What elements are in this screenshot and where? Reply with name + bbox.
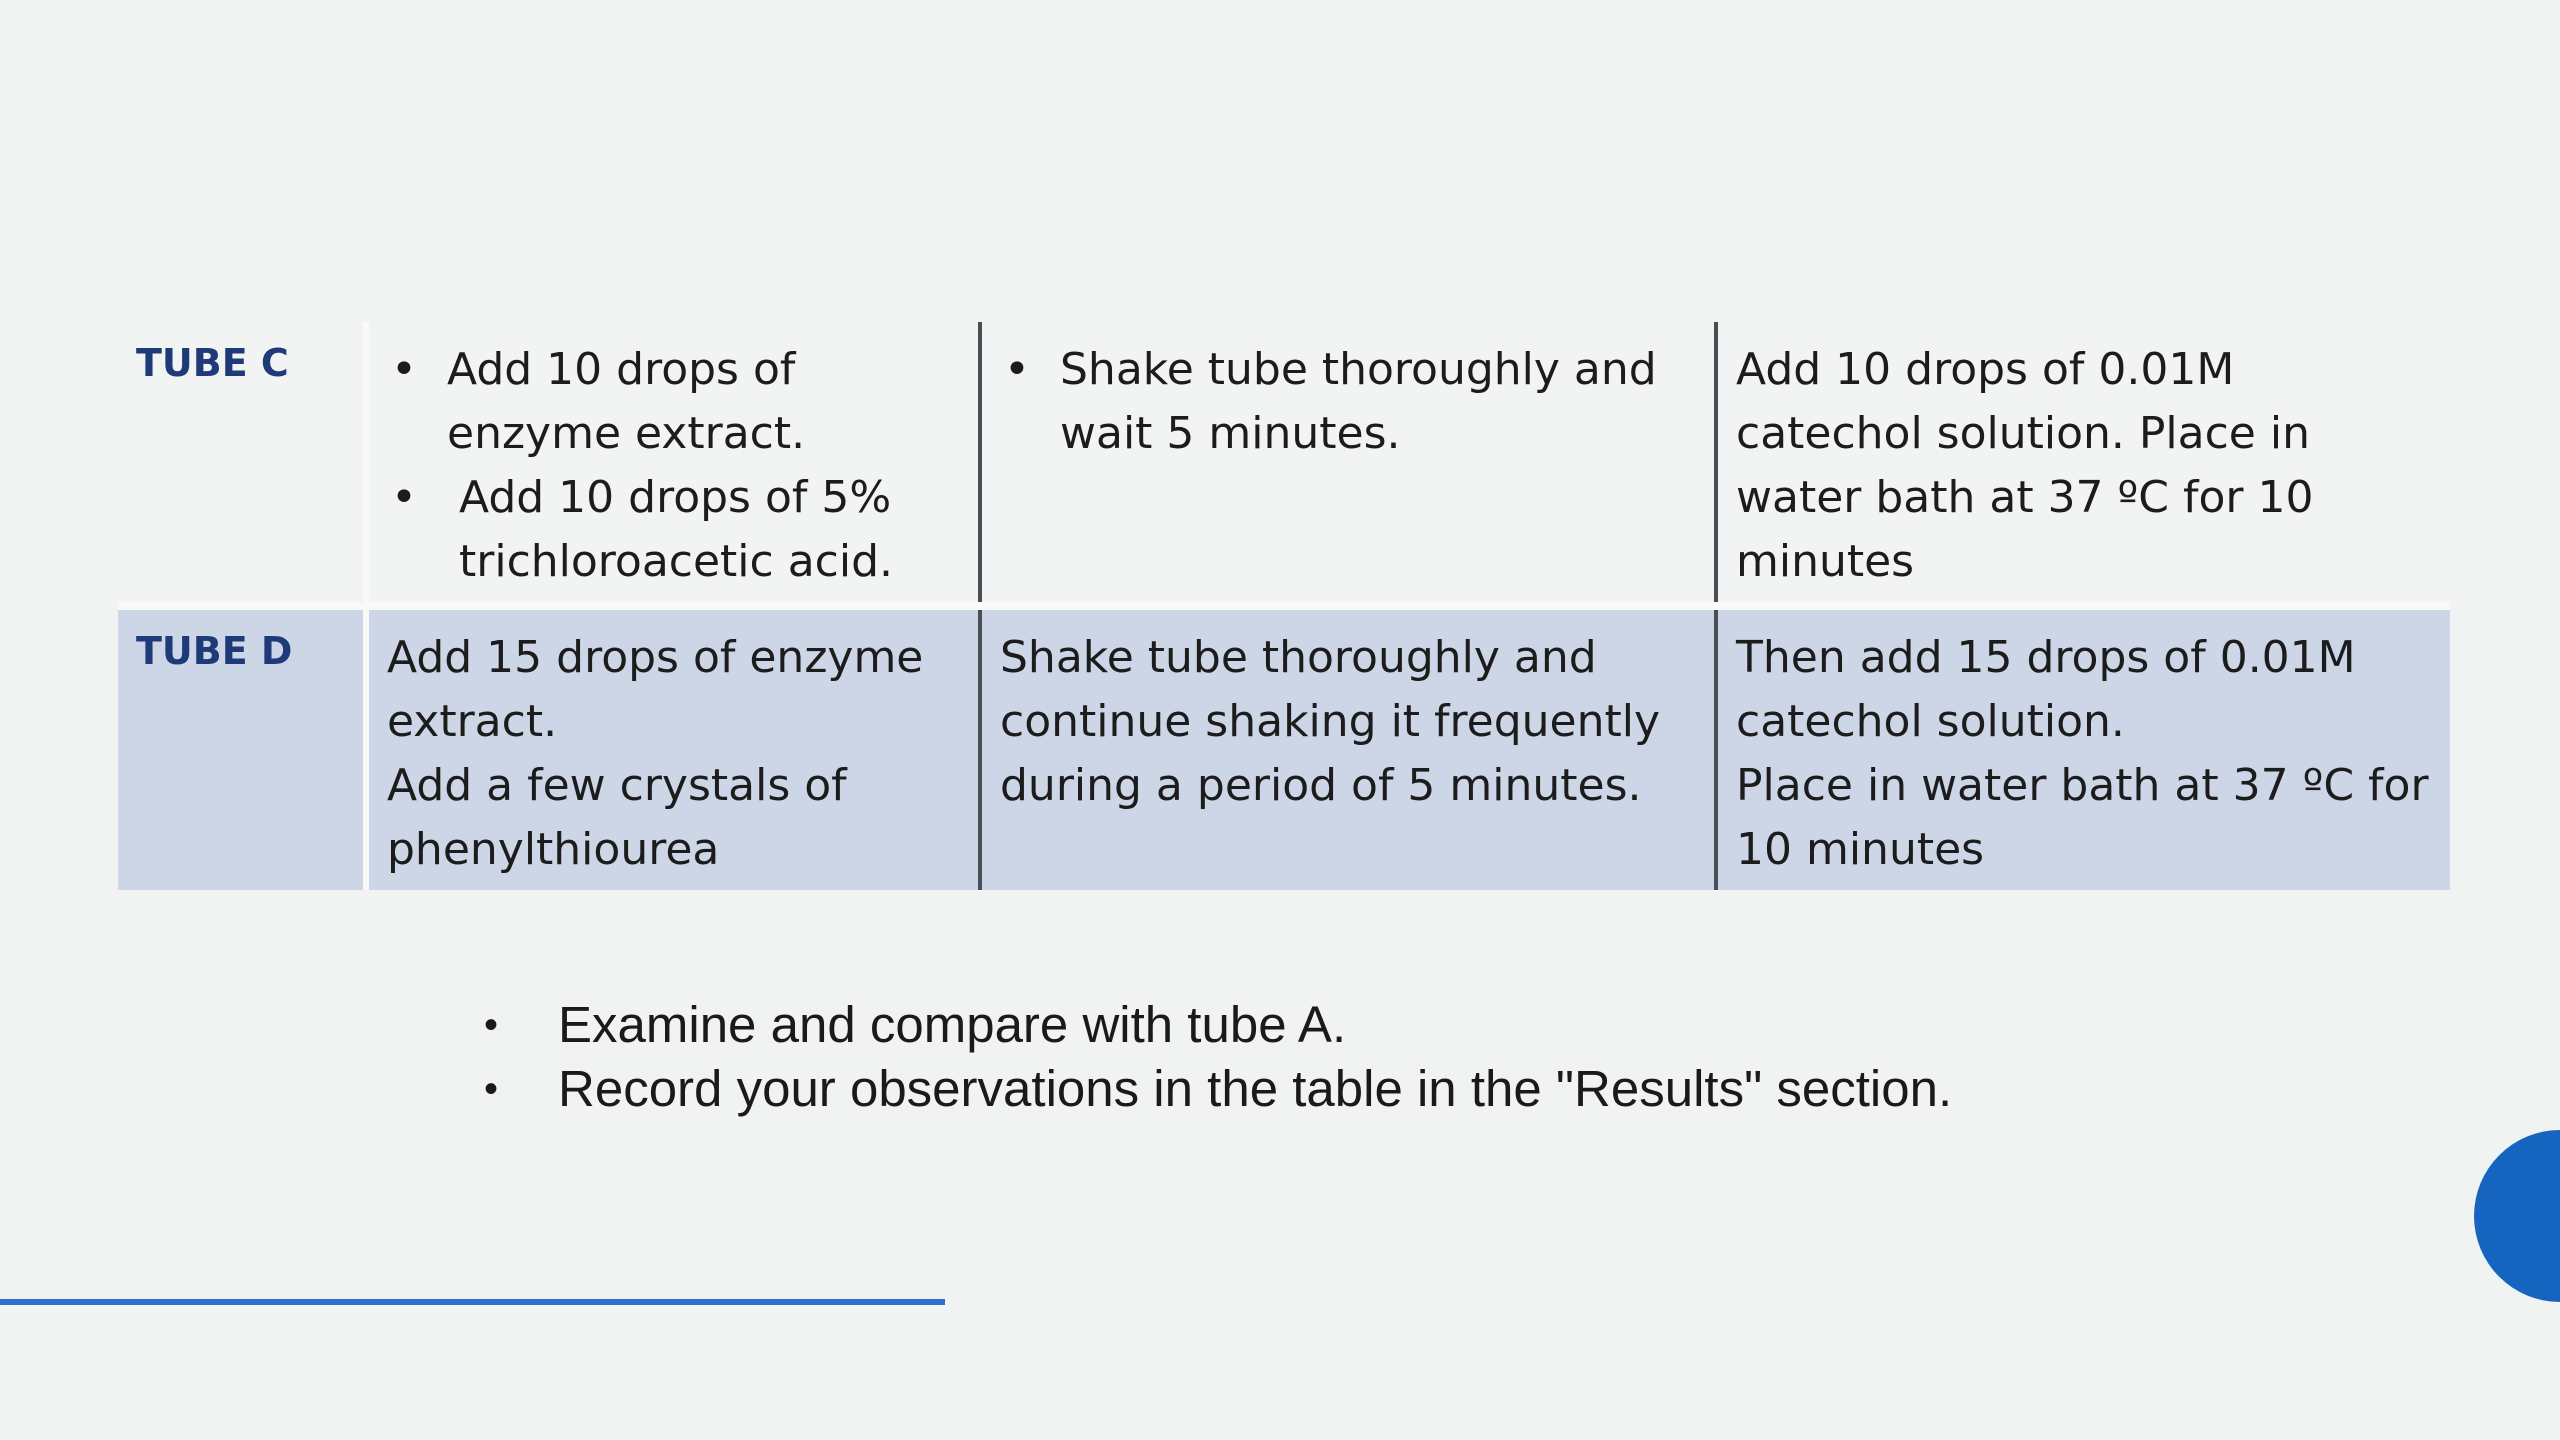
tube-c-step-1-cell xyxy=(366,322,980,606)
accent-line xyxy=(0,1299,945,1305)
tube-c-label-cell xyxy=(118,322,366,606)
table-row-tube-c xyxy=(118,322,2450,606)
list-item: • Examine and compare with tube A. xyxy=(478,993,1952,1057)
tube-c-step-3-cell xyxy=(1716,322,2450,606)
list-item: • Record your observations in the table in the "Results" section. xyxy=(478,1057,1952,1121)
tube-d-label-cell xyxy=(118,606,366,890)
table-row-tube-d xyxy=(118,606,2450,890)
accent-circle xyxy=(2474,1130,2560,1302)
tube-d-step-3-cell xyxy=(1716,606,2450,890)
cell-text: Add 15 drops of enzyme extract. xyxy=(387,632,924,747)
list-item: • Add 10 drops of enzyme extract. xyxy=(387,338,960,466)
tube-c-step-2-cell xyxy=(980,322,1716,606)
cell-text: Then add 15 drops of 0.01M catechol solution. xyxy=(1736,632,2356,747)
procedure-table xyxy=(118,322,2450,890)
tube-c-step-2-list xyxy=(1000,338,1696,466)
tube-d-step-1-cell xyxy=(366,606,980,890)
cell-text: Add a few crystals of phenylthiourea xyxy=(387,760,847,875)
cell-text: Add 10 drops of 0.01M catechol solution. Place in water bath at 37 ºC for 10 minutes xyxy=(1736,344,2314,587)
cell-text: Place in water bath at 37 ºC for 10 minutes xyxy=(1736,760,2429,875)
cell-text: Shake tube thoroughly and continue shaking it frequently during a period of 5 minutes. xyxy=(1000,632,1661,811)
tube-d-step-2-cell xyxy=(980,606,1716,890)
list-item: • Shake tube thoroughly and wait 5 minutes. xyxy=(1000,338,1696,466)
tube-d-label: TUBE D xyxy=(136,629,293,673)
tube-c-label: TUBE C xyxy=(136,341,289,385)
list-item: • Add 10 drops of 5% trichloroacetic acid. xyxy=(387,466,960,594)
instruction-notes xyxy=(478,993,1952,1121)
tube-c-step-1-list xyxy=(387,338,960,594)
